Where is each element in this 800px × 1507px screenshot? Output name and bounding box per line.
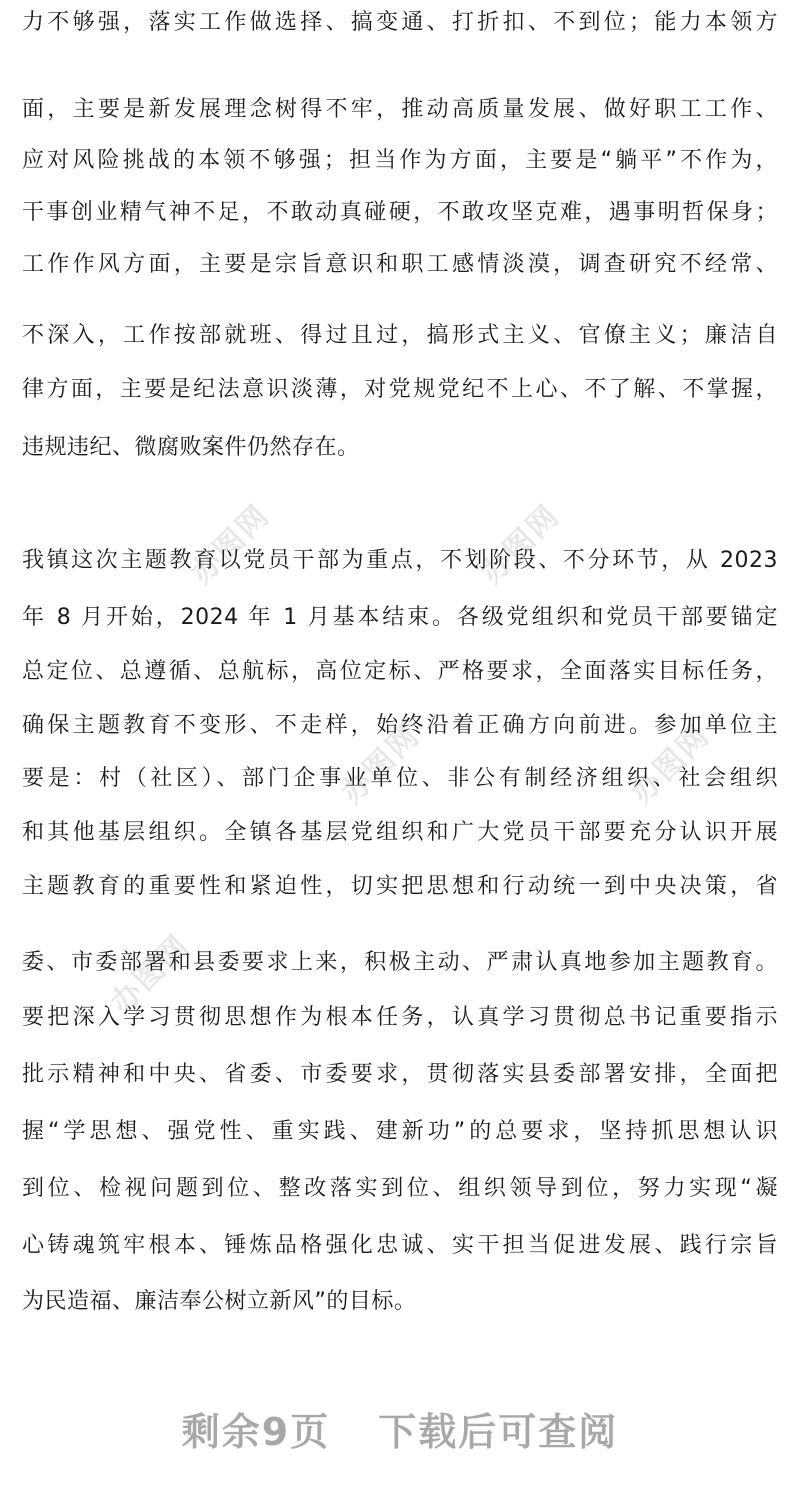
paragraph-line: 年 8 月开始，2024 年 1 月基本结束。各级党组织和党员干部要锚定 xyxy=(22,605,778,630)
paragraph-line: 要把深入学习贯彻思想作为根本任务，认真学习贯彻总书记重要指示 xyxy=(22,1005,778,1030)
paragraph-line: 干事创业精气神不足，不敢动真碰硬，不敢攻坚克难，遇事明哲保身； xyxy=(22,200,778,225)
download-to-view-label: 下载后可查阅 xyxy=(378,1410,619,1454)
paragraph-line: 律方面，主要是纪法意识淡薄，对党规党纪不上心、不了解、不掌握， xyxy=(22,377,778,402)
watermark-logo: 办图网 xyxy=(474,498,567,591)
paragraph-line: 面，主要是新发展理念树得不牢，推动高质量发展、做好职工工作、 xyxy=(22,97,778,122)
paragraph-line: 不深入，工作按部就班、得过且过，搞形式主义、官僚主义；廉洁自 xyxy=(22,323,778,348)
watermark-logo: 办图网 xyxy=(184,498,277,591)
paragraph-line: 应对风险挑战的本领不够强；担当作为方面，主要是“躺平”不作为， xyxy=(22,148,778,173)
paragraph-line: 我镇这次主题教育以党员干部为重点，不划阶段、不分环节，从 2023 xyxy=(22,548,778,573)
paragraph-line: 委、市委部署和县委要求上来，积极主动、严肃认真地参加主题教育。 xyxy=(22,950,778,975)
paragraph-line: 力不够强，落实工作做选择、搞变通、打折扣、不到位；能力本领方 xyxy=(22,10,778,35)
paragraph-line: 主题教育的重要性和紧迫性，切实把思想和行动统一到中央决策，省 xyxy=(22,874,778,899)
paragraph-line: 确保主题教育不变形、不走样，始终沿着正确方向前进。参加单位主 xyxy=(22,713,778,738)
watermark-logo: 办图网 xyxy=(334,718,427,811)
download-prompt[interactable] xyxy=(0,1402,800,1462)
paragraph-line: 违规违纪、微腐败案件仍然存在。 xyxy=(22,435,360,460)
paragraph-line: 和其他基层组织。全镇各基层党组织和广大党员干部要充分认识开展 xyxy=(22,820,778,845)
watermark-logo: 办图网 xyxy=(624,718,717,811)
paragraph-line: 为民造福、廉洁奉公树立新风”的目标。 xyxy=(22,1289,417,1314)
remaining-pages-label: 剩余9页 xyxy=(181,1410,331,1454)
paragraph-line: 握“学思想、强党性、重实践、建新功”的总要求，坚持抓思想认识 xyxy=(22,1119,778,1144)
paragraph-line: 总定位、总遵循、总航标，高位定标、严格要求，全面落实目标任务， xyxy=(22,659,778,684)
paragraph-line: 批示精神和中央、省委、市委要求，贯彻落实县委部署安排，全面把 xyxy=(22,1062,778,1087)
paragraph-line: 要是：村（社区）、部门企事业单位、非公有制经济组织、社会组织 xyxy=(22,766,778,791)
watermark-logo: 办图网 xyxy=(104,928,197,1021)
paragraph-line: 到位、检视问题到位、整改落实到位、组织领导到位，努力实现“凝 xyxy=(22,1176,778,1201)
paragraph-line: 工作作风方面，主要是宗旨意识和职工感情淡漠，调查研究不经常、 xyxy=(22,252,778,277)
paragraph-line: 心铸魂筑牢根本、锤炼品格强化忠诚、实干担当促进发展、践行宗旨 xyxy=(22,1233,778,1258)
